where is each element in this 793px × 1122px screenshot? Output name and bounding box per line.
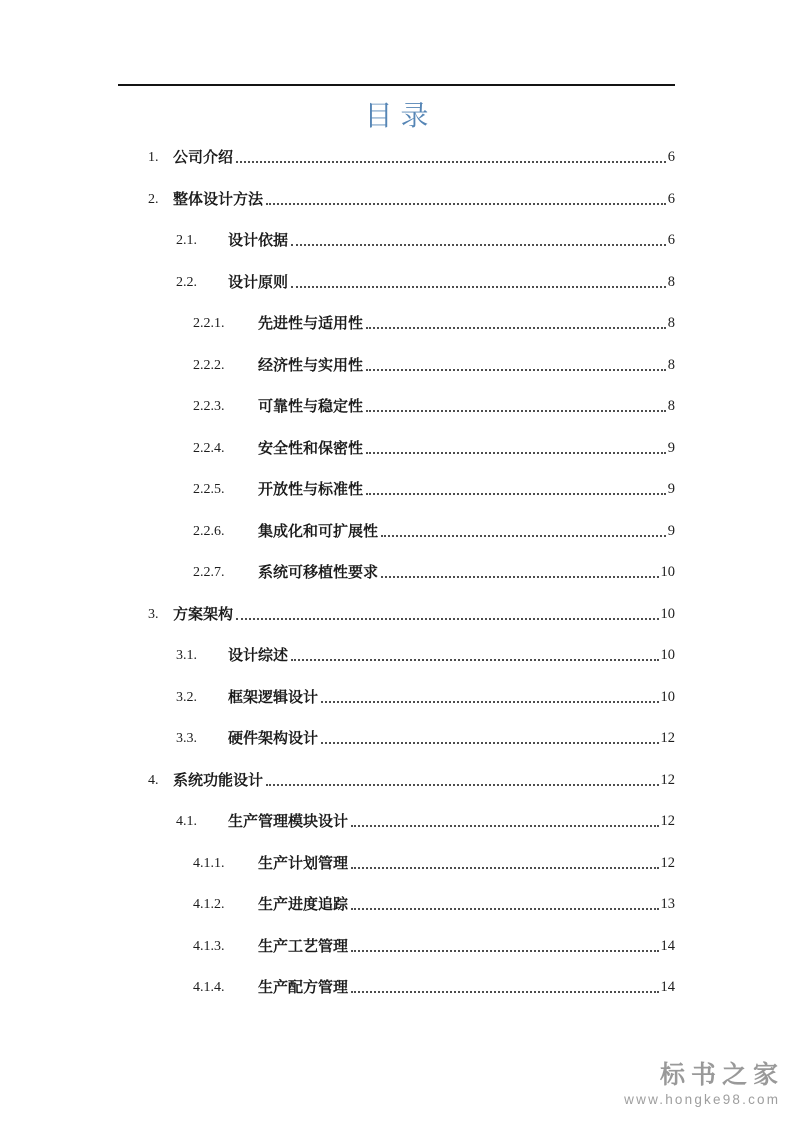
toc-entry-page: 9 bbox=[667, 522, 675, 539]
toc-dotted-leader bbox=[266, 784, 658, 786]
toc-entry-number: 2.2.4. bbox=[193, 440, 225, 456]
toc-entry[interactable] bbox=[118, 801, 675, 843]
toc-dotted-leader bbox=[366, 369, 666, 371]
toc-entry[interactable] bbox=[118, 760, 675, 802]
toc-entry-number: 2.1. bbox=[176, 233, 197, 249]
toc-entry-label: 集成化和可扩展性 bbox=[258, 522, 379, 540]
toc-entry-line bbox=[148, 772, 675, 789]
toc-entry-line bbox=[193, 855, 675, 872]
toc-entry-label: 生产工艺管理 bbox=[258, 937, 349, 955]
toc-entry-page: 14 bbox=[660, 979, 675, 996]
toc-entry-number: 2.2.2. bbox=[193, 357, 225, 373]
toc-entry-number: 2.2.5. bbox=[193, 482, 225, 498]
toc-entry-number: 4.1. bbox=[176, 814, 197, 830]
toc-entry[interactable] bbox=[118, 345, 675, 387]
toc-entry[interactable] bbox=[118, 469, 675, 511]
toc-entry-line bbox=[193, 481, 675, 498]
toc-entry-number: 4.1.4. bbox=[193, 980, 225, 996]
toc-dotted-leader bbox=[366, 327, 666, 329]
toc-entry-line bbox=[193, 315, 675, 332]
toc-dotted-leader bbox=[291, 286, 666, 288]
toc-entry-line bbox=[193, 357, 675, 374]
toc-entry-line bbox=[176, 232, 675, 249]
toc-entry-page: 12 bbox=[660, 854, 675, 871]
toc-entry-number: 3.2. bbox=[176, 689, 197, 705]
toc-entry-label: 可靠性与稳定性 bbox=[258, 398, 364, 416]
toc-dotted-leader bbox=[351, 825, 658, 827]
toc-dotted-leader bbox=[291, 659, 658, 661]
toc-entry-page: 8 bbox=[667, 273, 675, 290]
toc-entry-label: 生产计划管理 bbox=[258, 854, 349, 872]
toc-entry-number: 2.2. bbox=[176, 274, 197, 290]
toc-entry-number: 2.2.6. bbox=[193, 523, 225, 539]
toc-entry-number: 3. bbox=[148, 606, 159, 622]
toc-entry-number: 4.1.1. bbox=[193, 855, 225, 871]
toc-entry[interactable] bbox=[118, 303, 675, 345]
toc-entry[interactable] bbox=[118, 594, 675, 636]
toc-entry-line bbox=[148, 191, 675, 208]
toc-title: 目录 bbox=[364, 100, 437, 131]
toc-entry[interactable] bbox=[118, 552, 675, 594]
toc-entry-label: 先进性与适用性 bbox=[258, 315, 364, 333]
toc-entry-page: 10 bbox=[660, 647, 675, 664]
toc-entry-label: 经济性与实用性 bbox=[258, 356, 364, 374]
toc-entry-label: 公司介绍 bbox=[173, 149, 234, 167]
toc-entry-page: 8 bbox=[667, 356, 675, 373]
toc-dotted-leader bbox=[236, 618, 658, 620]
toc-entry-line bbox=[148, 606, 675, 623]
toc-entry-line bbox=[176, 274, 675, 291]
toc-entry-line bbox=[176, 689, 675, 706]
toc-dotted-leader bbox=[381, 576, 658, 578]
toc-entry-line bbox=[193, 398, 675, 415]
toc-entry[interactable] bbox=[118, 677, 675, 719]
toc-entry-line bbox=[193, 896, 675, 913]
toc-entry-number: 4. bbox=[148, 772, 159, 788]
header-rule bbox=[118, 84, 675, 86]
toc-dotted-leader bbox=[351, 950, 658, 952]
toc-entry-page: 13 bbox=[660, 896, 675, 913]
toc-entry-line bbox=[193, 979, 675, 996]
toc-entry-line bbox=[176, 813, 675, 830]
toc-entry-label: 安全性和保密性 bbox=[258, 439, 364, 457]
toc-entry-page: 6 bbox=[667, 149, 675, 166]
toc-entry-label: 整体设计方法 bbox=[173, 190, 264, 208]
toc-dotted-leader bbox=[321, 701, 658, 703]
toc-dotted-leader bbox=[291, 244, 666, 246]
toc-entry-number: 4.1.3. bbox=[193, 938, 225, 954]
toc-dotted-leader bbox=[366, 493, 666, 495]
toc-entry-page: 8 bbox=[667, 315, 675, 332]
toc-entry-number: 2. bbox=[148, 191, 159, 207]
toc-entry-page: 12 bbox=[660, 813, 675, 830]
toc-entry[interactable] bbox=[118, 386, 675, 428]
toc-entry-line bbox=[193, 564, 675, 581]
toc-entry[interactable] bbox=[118, 137, 675, 179]
toc-entry-line bbox=[193, 938, 675, 955]
toc-entry-number: 2.2.3. bbox=[193, 399, 225, 415]
toc-dotted-leader bbox=[366, 410, 666, 412]
toc-entry[interactable] bbox=[118, 220, 675, 262]
toc-dotted-leader bbox=[351, 991, 658, 993]
toc-entry-page: 10 bbox=[660, 688, 675, 705]
toc-entry[interactable] bbox=[118, 718, 675, 760]
toc-entry-page: 10 bbox=[660, 605, 675, 622]
watermark-brand-text: 标书之家 bbox=[659, 1061, 784, 1089]
toc-entry-label: 系统功能设计 bbox=[173, 771, 264, 789]
toc-entry-page: 12 bbox=[660, 730, 675, 747]
toc-entry-number: 3.1. bbox=[176, 648, 197, 664]
watermark-url-text: www.hongke98.com bbox=[624, 1092, 781, 1107]
toc-entry-page: 6 bbox=[667, 232, 675, 249]
toc-entry[interactable] bbox=[118, 179, 675, 221]
toc-entry-label: 设计原则 bbox=[228, 273, 289, 291]
toc-entry-line bbox=[193, 440, 675, 457]
toc-entry-label: 硬件架构设计 bbox=[228, 730, 319, 748]
toc-entry-page: 12 bbox=[660, 771, 675, 788]
toc-entry-page: 10 bbox=[660, 564, 675, 581]
watermark bbox=[624, 1060, 784, 1107]
toc-entry-label: 框架逻辑设计 bbox=[228, 688, 319, 706]
toc-entry-label: 系统可移植性要求 bbox=[258, 564, 379, 582]
toc-entry-number: 3.3. bbox=[176, 731, 197, 747]
toc-entry-number: 2.2.1. bbox=[193, 316, 225, 332]
toc-entry-line bbox=[176, 730, 675, 747]
toc-dotted-leader bbox=[236, 161, 666, 163]
toc-entry-number: 2.2.7. bbox=[193, 565, 225, 581]
toc-dotted-leader bbox=[351, 867, 658, 869]
toc-entry[interactable] bbox=[118, 843, 675, 885]
toc-entry-label: 生产管理模块设计 bbox=[228, 813, 349, 831]
toc-dotted-leader bbox=[351, 908, 658, 910]
toc-entry[interactable] bbox=[118, 884, 675, 926]
toc-entry-number: 4.1.2. bbox=[193, 897, 225, 913]
toc-list bbox=[118, 137, 675, 1009]
toc-entry-label: 设计综述 bbox=[228, 647, 289, 665]
toc-entry-page: 9 bbox=[667, 481, 675, 498]
toc-dotted-leader bbox=[366, 452, 666, 454]
toc-dotted-leader bbox=[321, 742, 658, 744]
toc-entry-label: 开放性与标准性 bbox=[258, 481, 364, 499]
toc-dotted-leader bbox=[266, 203, 666, 205]
toc-entry[interactable] bbox=[118, 926, 675, 968]
toc-entry[interactable] bbox=[118, 511, 675, 553]
toc-entry[interactable] bbox=[118, 428, 675, 470]
toc-entry-line bbox=[176, 647, 675, 664]
toc-entry-page: 14 bbox=[660, 937, 675, 954]
toc-entry-line bbox=[148, 149, 675, 166]
toc-entry-number: 1. bbox=[148, 150, 159, 166]
toc-entry-label: 设计依据 bbox=[228, 232, 289, 250]
toc-entry-label: 方案架构 bbox=[173, 605, 234, 623]
toc-entry[interactable] bbox=[118, 635, 675, 677]
toc-entry-label: 生产配方管理 bbox=[258, 979, 349, 997]
toc-entry-page: 8 bbox=[667, 398, 675, 415]
toc-entry-page: 9 bbox=[667, 439, 675, 456]
toc-entry-line bbox=[193, 523, 675, 540]
toc-entry-page: 6 bbox=[667, 190, 675, 207]
toc-entry[interactable] bbox=[118, 967, 675, 1009]
toc-dotted-leader bbox=[381, 535, 666, 537]
toc-entry[interactable] bbox=[118, 262, 675, 304]
toc-entry-label: 生产进度追踪 bbox=[258, 896, 349, 914]
